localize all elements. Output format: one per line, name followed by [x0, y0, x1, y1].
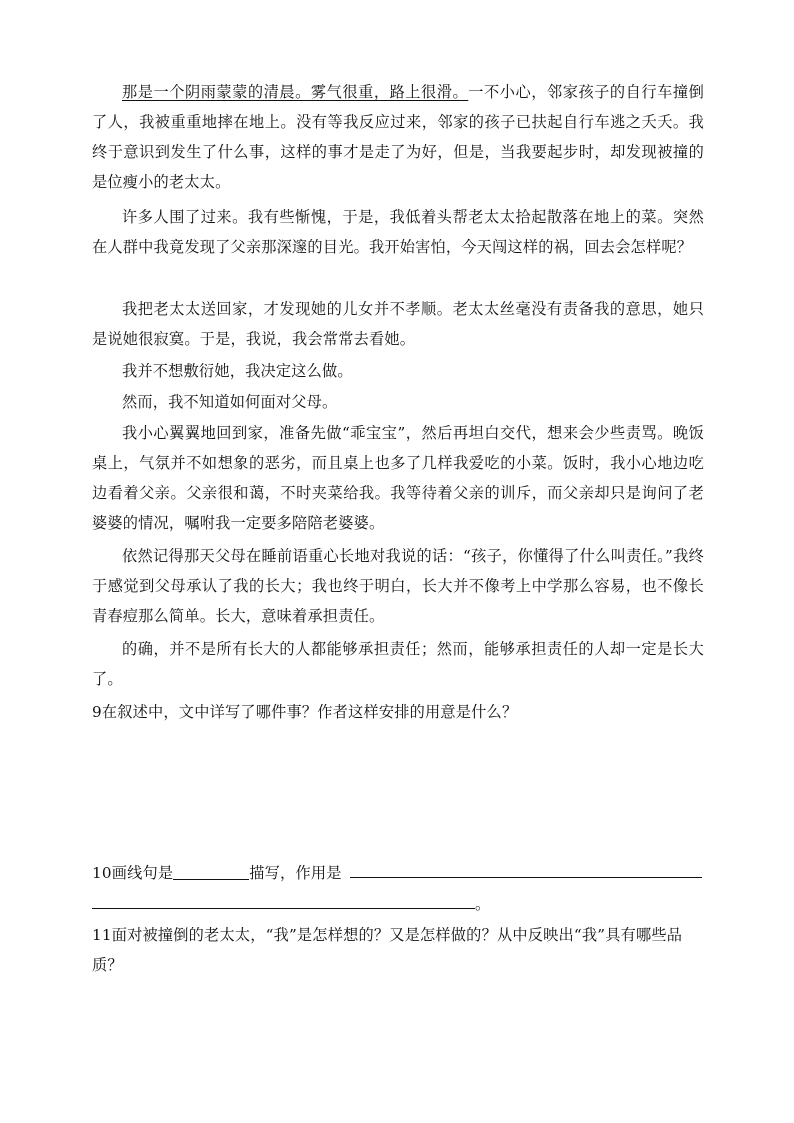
- question-10-end-period: 。: [475, 895, 491, 913]
- paragraph-8: 的确，并不是所有长大的人都能够承担责任；然而，能够承担责任的人却一定是长大了。: [92, 640, 704, 688]
- paragraph-7: 依然记得那天父母在睡前语重心长地对我说的话：“孩子，你懂得了什么叫责任。”我终于感觉到父母承认了我的长大；我也终于明白，长大并不像考上中学那么容易，也不像长青春痘那么简单。长大，意味着承担责任。: [92, 547, 704, 625]
- paragraph-4: 我并不想敷衍她，我决定这么做。: [122, 362, 353, 380]
- paragraph-5: 然而，我不知道如何面对父母。: [122, 393, 338, 411]
- question-11: 11面对被撞倒的老太太，“我”是怎样想的？又是怎样做的？从中反映出“我”具有哪些品质？: [92, 926, 683, 974]
- question-10-prefix: 10画线句是: [92, 864, 174, 882]
- paragraph-6: 我小心翼翼地回到家，准备先做“乖宝宝”，然后再坦白交代，想来会少些责骂。晚饭桌上，气氛并不如想象的恶劣，而且桌上也多了几样我爱吃的小菜。饭时，我小心地边吃边看着父亲。父亲很和蔼，不时夹菜给我。我等待着父亲的训斥，而父亲却只是询问了老婆婆的情况，嘱咐我一定要多陪陪老婆婆。: [92, 424, 704, 532]
- paragraph-1-rest: 一不小心，邻家孩子的自行车撞倒了人，我被重重地摔在地上。没有等我反应过来，邻家的孩子已扶起自行车逃之夭夭。我终于意识到发生了什么事，这样的事才是走了为好，但是，当我要起步时，却发现被撞的是位瘦小的老太太。: [92, 83, 704, 191]
- paragraph-3: 我把老太太送回家，才发现她的儿女并不孝顺。老太太丝毫没有责备我的意思，她只是说她很寂寞。于是，我说，我会常常去看她。: [92, 300, 704, 348]
- question-9: 9在叙述中，文中详写了哪件事？作者这样安排的用意是什么？: [92, 703, 518, 721]
- question-10-middle: 描写，作用是: [249, 864, 342, 882]
- blank-description-type[interactable]: [173, 861, 249, 880]
- question-10: [92, 858, 704, 888]
- underlined-sentence: 那是一个阴雨蒙蒙的清晨。雾气很重，路上很滑。: [122, 83, 469, 101]
- answer-line-continuation[interactable]: [92, 908, 475, 909]
- answer-line-function[interactable]: [350, 877, 702, 878]
- paragraph-1: [92, 77, 704, 197]
- paragraph-2: 许多人围了过来。我有些惭愧，于是，我低着头帮老太太拾起散落在地上的菜。突然在人群中我竟发现了父亲那深邃的目光。我开始害怕，今天闯这样的祸，回去会怎样呢？: [92, 208, 704, 256]
